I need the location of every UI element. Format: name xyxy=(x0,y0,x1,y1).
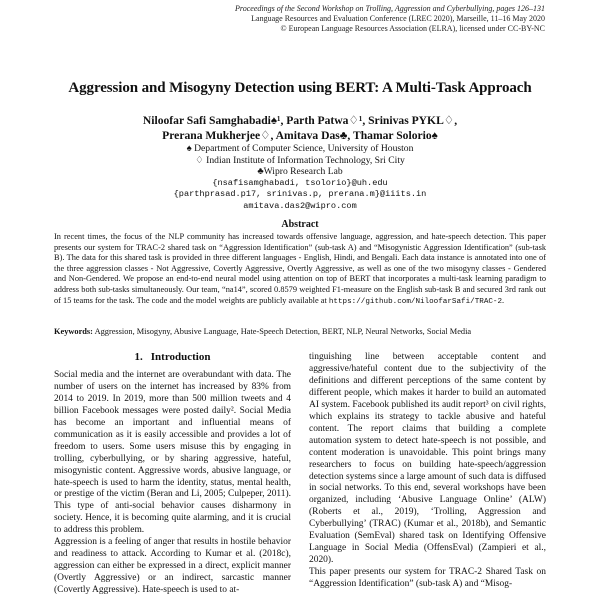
keywords xyxy=(54,327,546,338)
section-title: Introduction xyxy=(150,351,211,363)
code-link[interactable]: https://github.com/NiloofarSafi/TRAC-2 xyxy=(328,297,503,306)
paper-title: Aggression and Misogyny Detection using BERT: A Multi-Task Approach xyxy=(68,80,532,96)
right-paragraph-2: This paper presents our system for TRAC-2 Shared Task on “Aggression Identification” (sub-task A) and “Misog- xyxy=(309,567,546,590)
intro-paragraph-2: Aggression is a feeling of anger that results in hostile behavior and readiness to attack. According to Kumar et al. (2018c), aggression can either be expressed in a direct, explicit manner (Overtly Aggressive) or an indirect, sarcastic manner (Covertly Aggressive). Hate-speech is used to at- xyxy=(54,537,291,596)
right-column xyxy=(309,352,546,591)
author-line-2: Prerana Mukherjee♢, Amitava Das♣, Thamar Solorio♠ xyxy=(162,129,438,142)
proceedings-header xyxy=(235,4,545,34)
affiliation-wipro: ♣Wipro Research Lab xyxy=(257,166,343,177)
intro-paragraph-1: Social media and the internet are overabundant with data. The number of users on the internet has increased by 83% from 2014 to 2019. In 2019, more than 500 million tweets and 4 billion Facebook messages were posted daily². Social Media has become an important and influential means of communication as it is easily accessible and provides a lot of freedom to users. Some users misuse this by engaging in trolling, cyberbullying, or by sharing aggressive, hateful, misogynistic content. Aggressive words, abusive language, or hate-speech is used to harm the identity, status, mental health, or prestige of the victim (Beran and Li, 2005; Culpeper, 2011). This type of anti-social behavior causes disharmony in society. Hence, it is becoming quite alarming, and it is crucial to address this problem. xyxy=(54,369,291,536)
section-heading-introduction xyxy=(54,352,291,364)
email-uh: {nsafisamghabadi, tsolorio}@uh.edu xyxy=(212,177,388,188)
section-number: 1. xyxy=(134,351,143,363)
abstract-text: In recent times, the focus of the NLP community has increased towards offensive language, aggression, and hate-speech detection. This paper presents our system for TRAC-2 shared task on “Aggression Identification” (sub-task A) and “Misogynistic Aggression Identification” (sub-task B). The data for this shared task is provided in three different languages - English, Hindi, and Bengali. Each data instance is annotated into one of the three aggression classes - Not Aggressive, Covertly Aggressive, Overtly Aggressive, as well as one of the two misogyny classes - Gendered and Non-Gendered. We propose an end-to-end neural model using attention on top of BERT that incorporates a multi-task learning paradigm to address both sub-tasks simultaneously. Our team, “na14”, scored 0.8579 weighted F1-measure on the English sub-task B and secured 3rd rank out of 15 teams for the task. The code and the model weights are publicly available at xyxy=(54,232,546,305)
proceedings-line-2: Language Resources and Evaluation Conference (LREC 2020), Marseille, 11–16 May 2020 xyxy=(251,14,545,23)
left-column xyxy=(54,352,291,597)
keywords-text: Aggression, Misogyny, Abusive Language, Hate-Speech Detection, BERT, NLP, Neural Networks, Social Media xyxy=(94,327,472,336)
affiliation-iiit: ♢ Indian Institute of Information Technology, Sri City xyxy=(195,154,405,166)
proceedings-line-3: © European Language Resources Association (ELRA), licensed under CC-BY-NC xyxy=(280,24,545,33)
author-line-1: Niloofar Safi Samghabadi♠¹, Parth Patwa♢¹, Srinivas PYKL♢, xyxy=(142,114,458,127)
author-list xyxy=(0,113,600,143)
affiliations xyxy=(0,143,600,212)
email-wipro: amitava.das2@wipro.com xyxy=(243,200,357,211)
proceedings-line-1: Proceedings of the Second Workshop on Trolling, Aggression and Cyberbullying, pages 126–131 xyxy=(235,4,545,13)
abstract-body xyxy=(54,232,546,307)
abstract-end: . xyxy=(502,295,505,305)
right-paragraph-1: tinguishing line between acceptable content and aggressive/hateful content due to the subjectivity of the definitions and different perceptions of the same content by different people, which makes it harder to build an automated AI system. Facebook published its audit report³ on civil rights, which explains its strategy to tackle abusive and hateful content. The report claims that building a complete automation system to detect hate-speech is not possible, and content moderation is unavoidable. This point brings many researchers to focus on building hate-speech/aggression detection systems since a large amount of such data is diffused in social networks. To this end, several workshops have been organized, including ‘Abusive Language Online’ (ALW) (Roberts et al., 2019), ‘Trolling, Aggression and Cyberbullying’ (TRAC) (Kumar et al., 2018b), and Semantic Evaluation (SemEval) shared task on Identifying Offensive Language in Social Media (OffensEval) (Zampieri et al., 2020). xyxy=(309,352,546,566)
keywords-label: Keywords: xyxy=(54,327,93,336)
email-iiits: {parthprasad.p17, srinivas.p, prerana.m}@iiits.in xyxy=(173,189,427,199)
affiliation-houston: ♠ Department of Computer Science, University of Houston xyxy=(186,143,414,154)
abstract-heading: Abstract xyxy=(281,219,319,230)
